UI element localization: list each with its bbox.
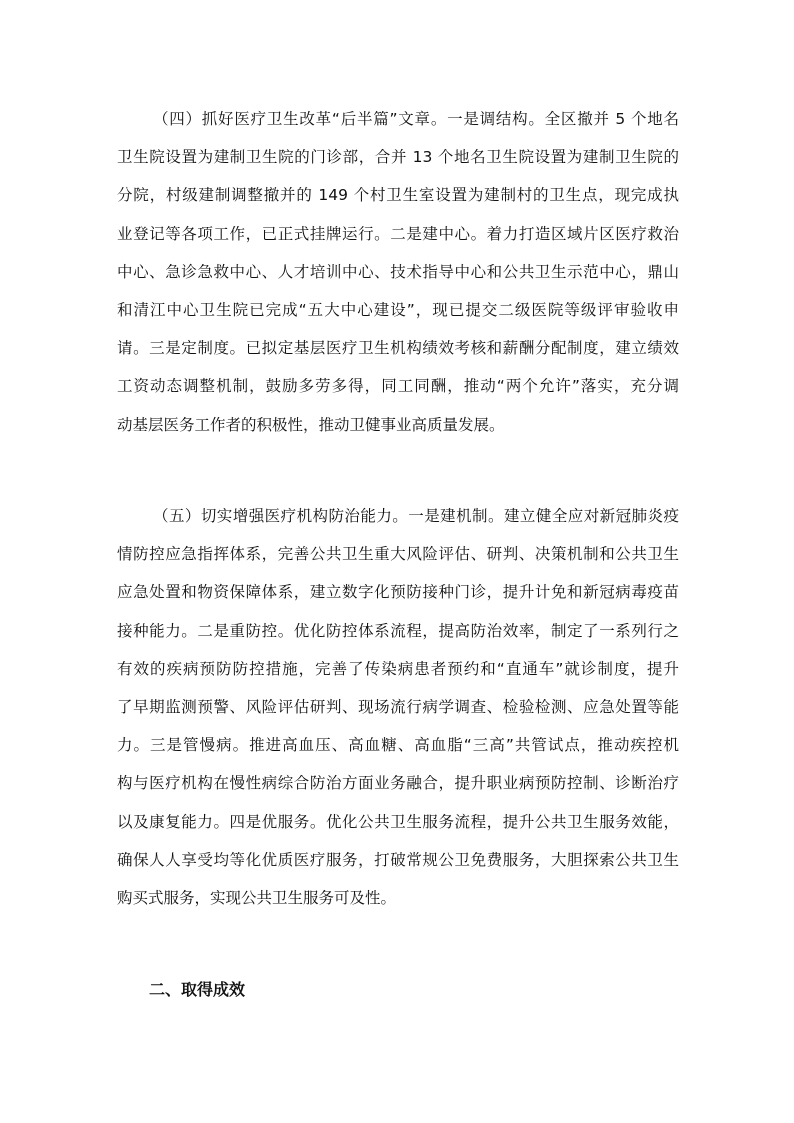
- paragraph-line: 请。三是定制度。已拟定基层医疗卫生机构绩效考核和薪酬分配制度，建立绩效: [117, 339, 679, 358]
- paragraph-line: 力。三是管慢病。推进高血压、高血糖、高血脂“三高”共管试点，推动疾控机: [117, 736, 679, 755]
- paragraph-line: 构与医疗机构在慢性病综合防治方面业务融合，提升职业病预防控制、诊断治疗: [117, 774, 679, 793]
- paragraph-line: 有效的疾病预防防控措施，完善了传染病患者预约和“直通车”就诊制度，提升: [117, 659, 679, 678]
- paragraph-line: 业登记等各项工作，已正式挂牌运行。二是建中心。着力打造区域片区医疗救治: [117, 224, 679, 243]
- paragraph-line: 中心、急诊急救中心、人才培训中心、技术指导中心和公共卫生示范中心，鼎山: [117, 262, 679, 281]
- paragraph-prevention-capacity: [117, 497, 679, 917]
- paragraph-line: 确保人人享受均等化优质医疗服务，打破常规公卫免费服务，大胆探索公共卫生: [117, 850, 679, 869]
- paragraph-line: 工资动态调整机制，鼓励多劳多得，同工同酬，推动“两个允许”落实，充分调: [117, 377, 679, 396]
- paragraph-line: 卫生院设置为建制卫生院的门诊部，合并 13 个地名卫生院设置为建制卫生院的: [117, 148, 679, 167]
- paragraph-line: 以及康复能力。四是优服务。优化公共卫生服务流程，提升公共卫生服务效能，: [117, 812, 679, 831]
- section-heading: 二、取得成效: [149, 980, 246, 999]
- paragraph-line: 了早期监测预警、风险评估研判、现场流行病学调查、检验检测、应急处置等能: [117, 697, 679, 716]
- paragraph-line: （四）抓好医疗卫生改革“后半篇”文章。一是调结构。全区撤并 5 个地名: [153, 110, 679, 128]
- paragraph-line: 分院，村级建制调整撤并的 149 个村卫生室设置为建制村的卫生点，现完成执: [117, 186, 679, 205]
- paragraph-line: 购买式服务，实现公共卫生服务可及性。: [117, 888, 397, 907]
- paragraph-line: 情防控应急指挥体系，完善公共卫生重大风险评估、研判、决策机制和公共卫生: [117, 545, 679, 564]
- paragraph-line: （五）切实增强医疗机构防治能力。一是建机制。建立健全应对新冠肺炎疫: [153, 507, 679, 525]
- paragraph-line: 接种能力。二是重防控。优化防控体系流程，提高防治效率，制定了一系列行之: [117, 621, 679, 640]
- paragraph-line: 应急处置和物资保障体系，建立数字化预防接种门诊，提升计免和新冠病毒疫苗: [117, 583, 679, 602]
- paragraph-line: 和清江中心卫生院已完成“五大中心建设”，现已提交二级医院等级评审验收申: [117, 300, 679, 319]
- paragraph-healthcare-reform: [117, 100, 679, 444]
- paragraph-line: 动基层医务工作者的积极性，推动卫健事业高质量发展。: [117, 415, 505, 434]
